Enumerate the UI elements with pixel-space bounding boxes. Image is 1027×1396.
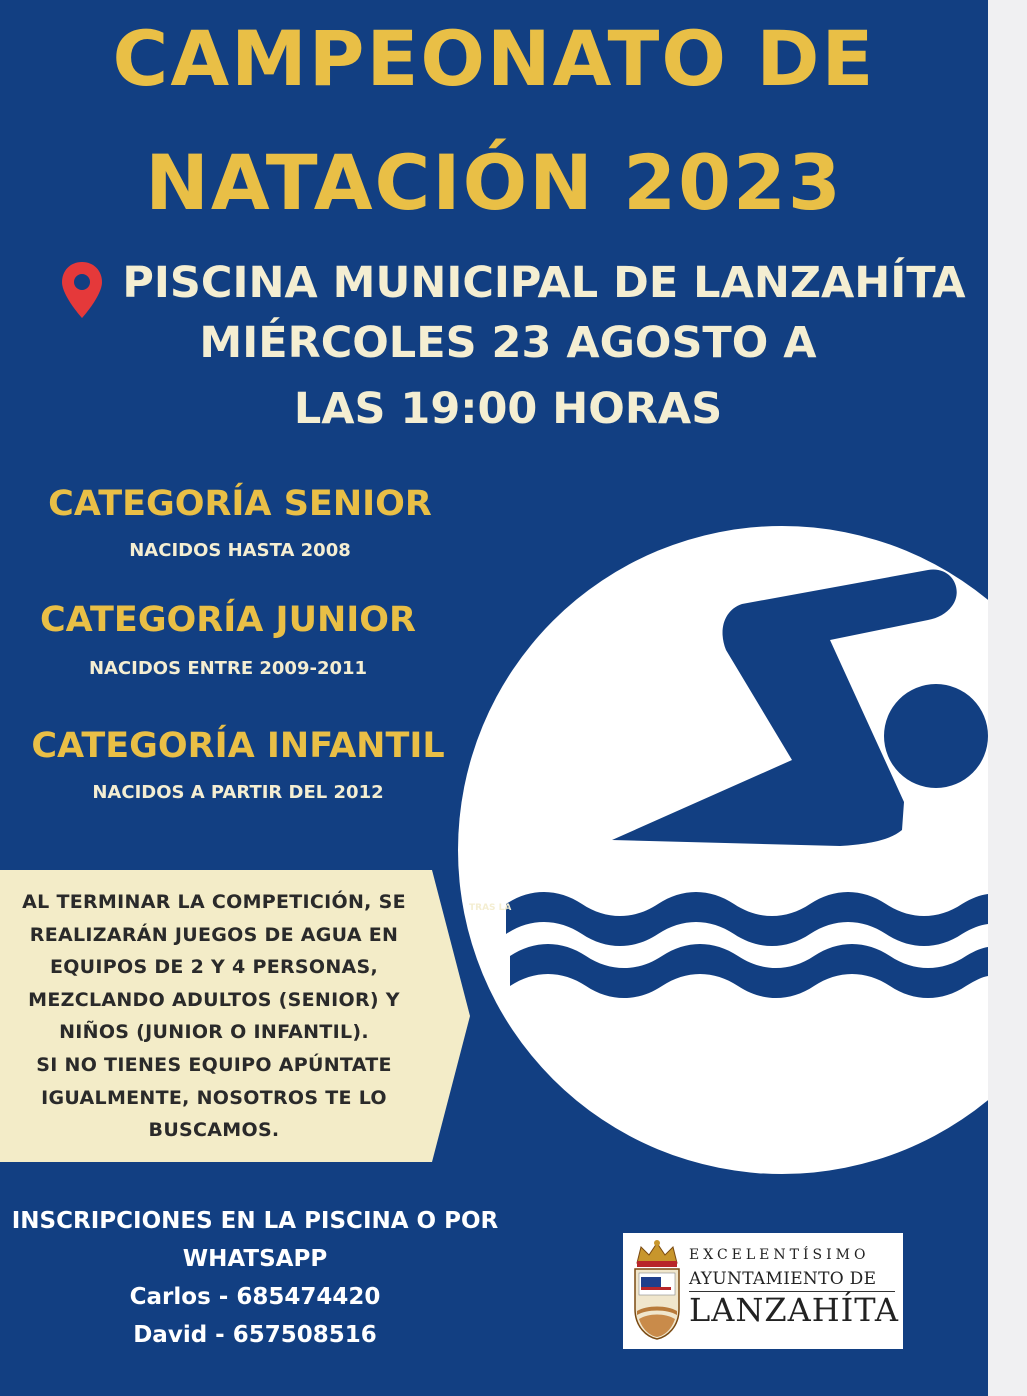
category-infantil-detail: NACIDOS A PARTIR DEL 2012	[92, 782, 384, 803]
stray-label: TRAS LA	[469, 903, 512, 913]
callout-line: AL TERMINAR LA COMPETICIÓN, SE	[22, 891, 406, 913]
callout-line: NIÑOS (JUNIOR O INFANTIL).	[59, 1021, 369, 1044]
category-infantil-title: CATEGORÍA INFANTIL	[31, 726, 445, 766]
callout-text	[14, 886, 414, 1147]
callout-line: EQUIPOS DE 2 Y 4 PERSONAS,	[49, 956, 379, 979]
logo-line-3: LANZAHÍTA	[689, 1291, 899, 1329]
contact-carlos: Carlos - 685474420	[129, 1284, 381, 1310]
callout-line: MEZCLANDO ADULTOS (SENIOR) Y	[28, 988, 400, 1011]
title-line-2: NATACIÓN 2023	[145, 138, 843, 227]
ayuntamiento-logo	[623, 1233, 903, 1349]
contact-david: David - 657508516	[133, 1322, 377, 1348]
logo-line-1: EXCELENTÍSIMO	[689, 1247, 870, 1263]
category-junior-title: CATEGORÍA JUNIOR	[39, 600, 417, 640]
callout-line: BUSCAMOS.	[148, 1119, 280, 1142]
title-line-1: CAMPEONATO DE	[112, 14, 876, 103]
time-text: LAS 19:00 HORAS	[293, 384, 723, 434]
location-text: PISCINA MUNICIPAL DE LANZAHÍTA	[122, 258, 966, 308]
category-junior-detail: NACIDOS ENTRE 2009-2011	[88, 658, 368, 679]
category-senior-detail: NACIDOS HASTA 2008	[129, 540, 351, 561]
logo-line-2: AYUNTAMIENTO DE	[689, 1269, 877, 1289]
date-text: MIÉRCOLES 23 AGOSTO A	[199, 318, 817, 368]
callout-line: IGUALMENTE, NOSOTROS TE LO	[41, 1086, 387, 1109]
page-margin	[988, 0, 1027, 1396]
callout-line: SI NO TIENES EQUIPO APÚNTATE	[36, 1053, 392, 1076]
registration-line-1: INSCRIPCIONES EN LA PISCINA O POR	[11, 1208, 499, 1234]
coat-of-arms-icon	[627, 1239, 687, 1343]
callout-line: REALIZARÁN JUEGOS DE AGUA EN	[29, 923, 399, 946]
category-senior-title: CATEGORÍA SENIOR	[48, 484, 432, 524]
info-callout	[0, 870, 470, 1162]
registration-line-2: WHATSAPP	[182, 1246, 328, 1272]
